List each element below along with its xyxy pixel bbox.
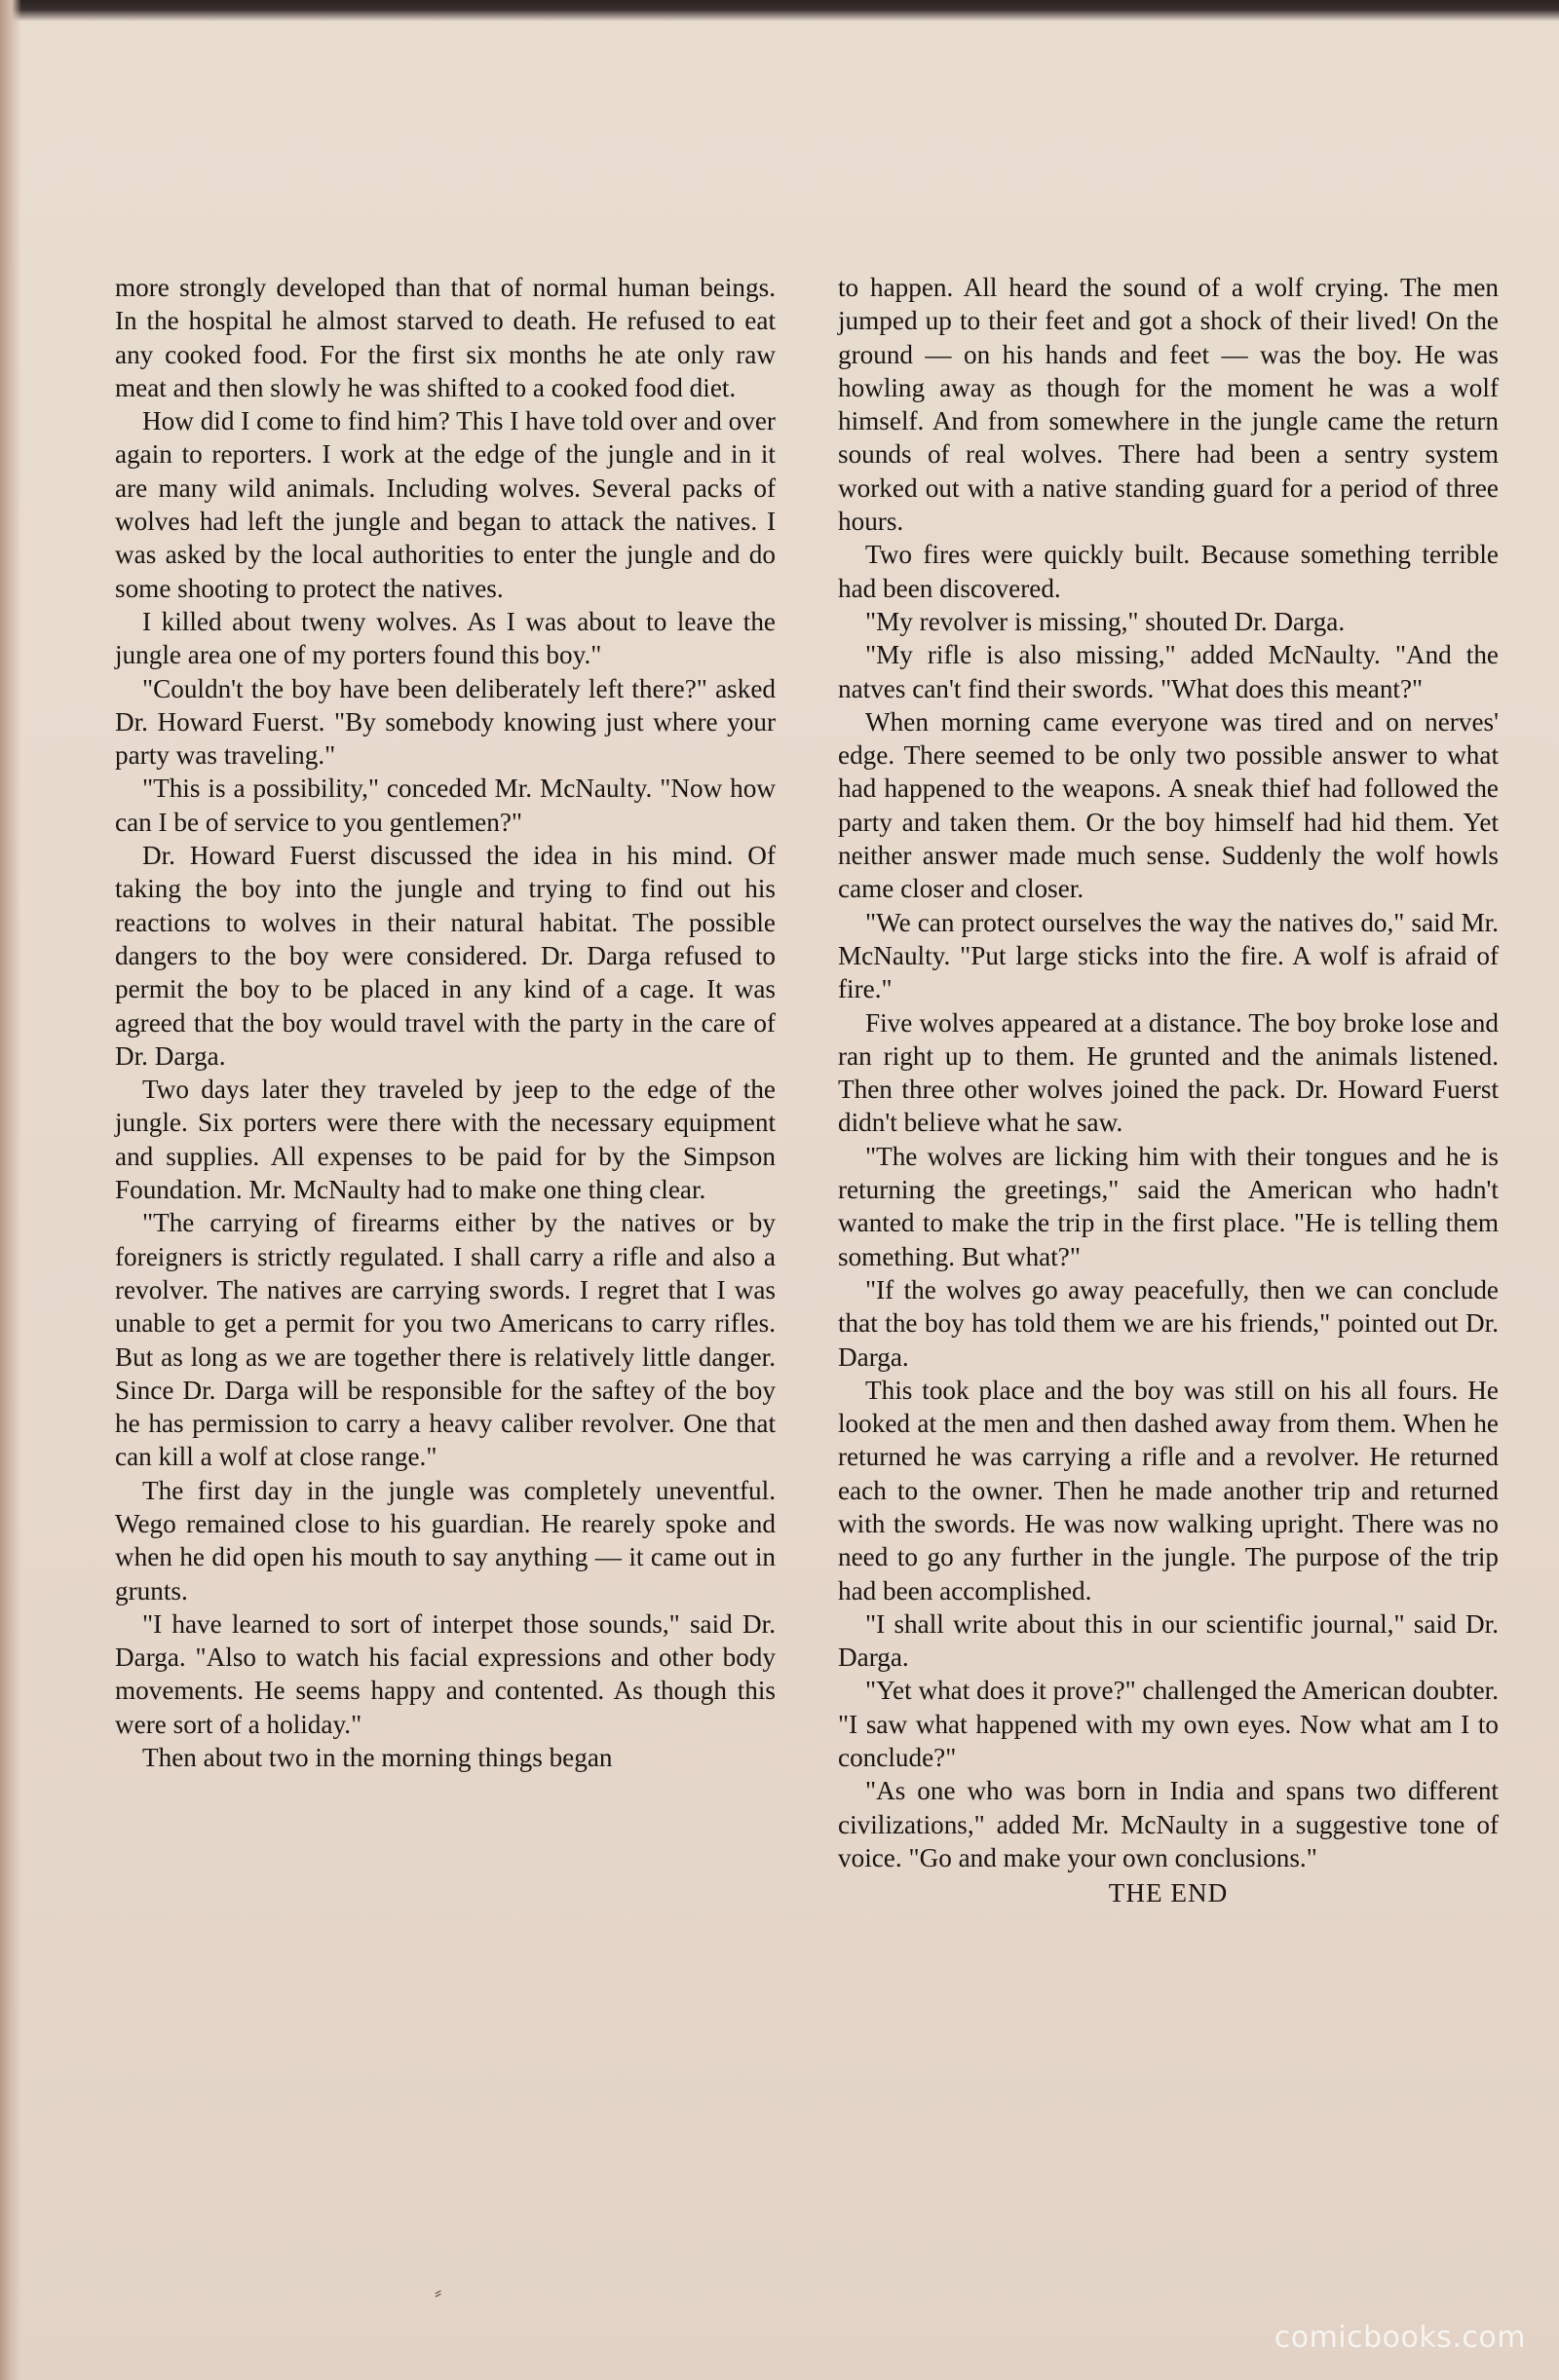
paragraph: Two days later they traveled by jeep to the edge of the jungle. Six porters were there with the necessary equipment and supplies. All expenses to be paid for by the Simpson Foundation. Mr. McNaulty had to make one thing clear.: [115, 1075, 776, 1205]
paragraph: "This is a possibility," conceded Mr. McNaulty. "Now how can I be of service to you gentlemen?": [115, 774, 776, 837]
story-page: [115, 271, 1499, 2268]
paragraph: Then about two in the morning things began: [142, 1743, 613, 1773]
paragraph: How did I come to find him? This I have told over and over again to reporters. I work at the edge of the jungle and in it are many wild animals. Including wolves. Several packs of wolves had left the jungle and began to attack the natives. I was asked by the local authorities to enter the jungle and do some shooting to protect the natives.: [115, 406, 776, 603]
paragraph: "We can protect ourselves the way the natives do," said Mr. McNaulty. "Put large sticks into the fire. A wolf is afraid of fire.": [838, 907, 1499, 1004]
paragraph: Two fires were quickly built. Because something terrible had been discovered.: [838, 540, 1499, 603]
paragraph: "My revolver is missing," shouted Dr. Darga.: [865, 606, 1346, 636]
paragraph: This took place and the boy was still on his all fours. He looked at the men and then dashed away from them. When he returned he was carrying a rifle and a revolver. He returned each to the owner. Then he made another trip and returned with the swords. He was now walking upright. There was no need to go any further in the jungle. The purpose of the trip had been accomplished.: [838, 1375, 1499, 1606]
left-text-column: [115, 271, 776, 1774]
paragraph: "The wolves are licking him with their tongues and he is returning the greetings," said the American who hadn't wanted to make the trip in the first place. "He is telling them something. But what?": [838, 1141, 1499, 1271]
paragraph: When morning came everyone was tired and on nerves' edge. There seemed to be only two possible answer to what had happened to the weapons. A sneak thief had followed the party and taken them. Or the boy himself had hid them. Yet neither answer made much sense. Suddenly the wolf howls came closer and closer.: [838, 706, 1499, 904]
paragraph: to happen. All heard the sound of a wolf crying. The men jumped up to their feet and got a shock of their lived! On the ground — on his hands and feet — was the boy. He was howling away as though for the moment he was a wolf himself. And from somewhere in the jungle came the return sounds of real wolves. There had been a sentry system worked out with a native standing guard for a period of three hours.: [838, 273, 1499, 537]
paragraph: "My rifle is also missing," added McNaulty. "And the natves can't find their swords. "What does this meant?": [838, 640, 1499, 703]
paragraph: Dr. Howard Fuerst discussed the idea in his mind. Of taking the boy into the jungle and trying to find out his reactions to wolves in their natural habitat. The possible dangers to the boy were considered. Dr. Darga refused to permit the boy to be placed in any kind of a cage. It was agreed that the boy would travel with the party in the care of Dr. Darga.: [115, 841, 776, 1071]
paragraph: I killed about tweny wolves. As I was about to leave the jungle area one of my porters found this boy.": [115, 606, 776, 670]
page-spine-shadow: [0, 0, 21, 2380]
paragraph: "Yet what does it prove?" challenged the American doubter. "I saw what happened with my own eyes. Now what am I to conclude?": [838, 1676, 1499, 1773]
paragraph: "Couldn't the boy have been deliberately left there?" asked Dr. Howard Fuerst. "By somebody knowing just where your party was traveling.": [115, 673, 776, 771]
paragraph: more strongly developed than that of normal human beings. In the hospital he almost starved to death. He refused to eat any cooked food. For the first six months he ate only raw meat and then slowly he was shifted to a cooked food diet.: [115, 273, 776, 402]
right-text-column: [838, 271, 1499, 1910]
site-watermark: comicbooks.com: [1274, 2321, 1526, 2355]
paragraph: Five wolves appeared at a distance. The boy broke lose and ran right up to them. He grunted and the animals listened. Then three other wolves joined the pack. Dr. Howard Fuerst didn't believe what he saw.: [838, 1007, 1499, 1138]
paragraph: The first day in the jungle was completely uneventful. Wego remained close to his guardian. He rearely spoke and when he did open his mouth to say anything — it came out in grunts.: [115, 1475, 776, 1606]
paragraph: "As one who was born in India and spans two different civilizations," added Mr. McNaulty in a suggestive tone of voice. "Go and make your own conclusions.": [838, 1776, 1499, 1872]
the-end-label: THE END: [1108, 1878, 1229, 1908]
paragraph: "The carrying of firearms either by the natives or by foreigners is strictly regulated. I shall carry a rifle and also a revolver. The natives are carrying swords. I regret that I was unable to get a permit for you two Americans to carry rifles. But as long as we are together there is relatively little danger. Since Dr. Darga will be responsible for the saftey of the boy he has permission to carry a heavy caliber revolver. One that can kill a wolf at close range.": [115, 1208, 776, 1472]
ink-speck-icon: ⸗: [435, 2280, 442, 2304]
paragraph: "I have learned to sort of interpet those sounds," said Dr. Darga. "Also to watch his facial expressions and other body movements. He seems happy and contented. As though this were sort of a holiday.": [115, 1608, 776, 1739]
paragraph: "I shall write about this in our scientific journal," said Dr. Darga.: [838, 1608, 1499, 1673]
paragraph: "If the wolves go away peacefully, then we can conclude that the boy has told them we are his friends," pointed out Dr. Darga.: [838, 1274, 1499, 1372]
